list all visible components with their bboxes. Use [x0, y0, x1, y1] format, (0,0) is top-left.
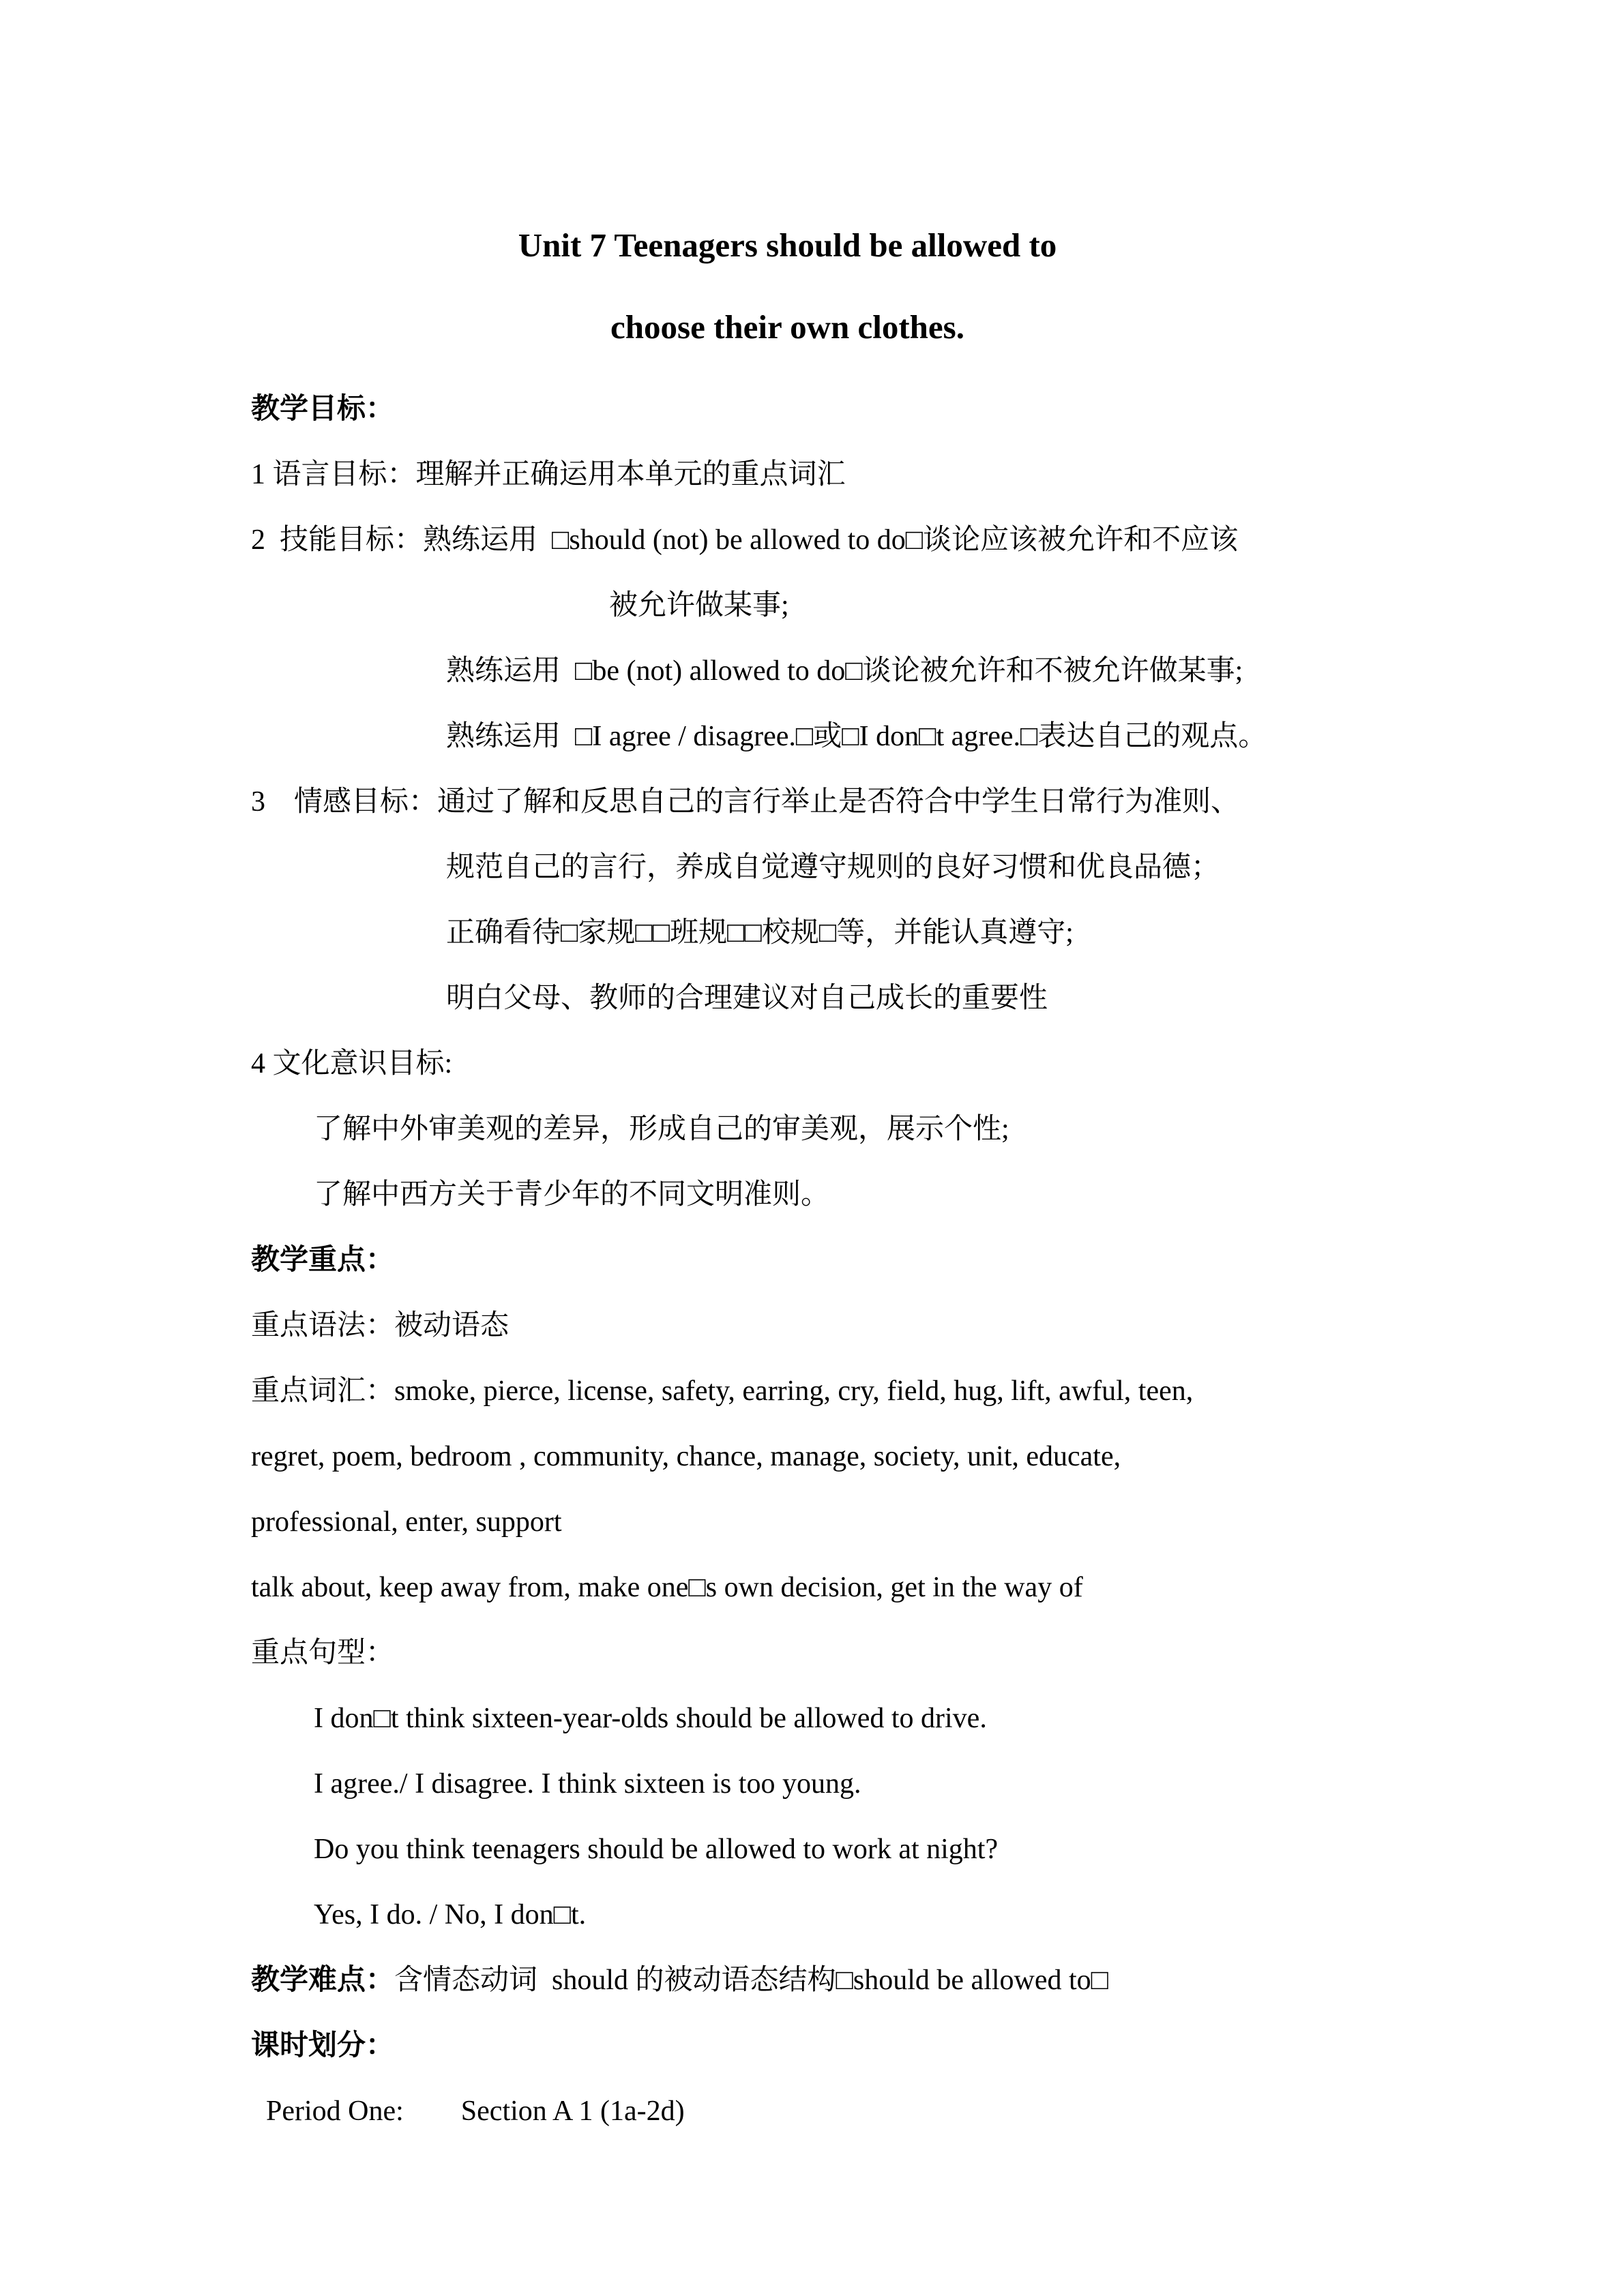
doc-line: [251, 2013, 1406, 2078]
doc-line: [251, 507, 1406, 573]
text-run: I agree./ I disagree. I think sixteen is too young.: [314, 1768, 861, 1800]
doc-line: [251, 1948, 1406, 2013]
doc-line: [251, 1751, 1406, 1817]
doc-line: [251, 769, 1406, 835]
doc-line: [251, 2078, 1406, 2144]
text-run: 被允许做某事;: [609, 590, 789, 621]
text-run: regret, poem, bedroom , community, chance, manage, society, unit, educate,: [251, 1441, 1121, 1472]
doc-line: [251, 966, 1406, 1031]
doc-line: [251, 1358, 1406, 1424]
doc-line: [251, 1882, 1406, 1948]
text-run: 1 语言目标：理解并正确运用本单元的重点词汇: [251, 459, 846, 490]
text-run: professional, enter, support: [251, 1506, 562, 1538]
doc-line: [251, 1555, 1406, 1620]
text-run: Yes, I do. / No, I don□t.: [314, 1899, 587, 1930]
title-line-2: choose their own clothes.: [610, 308, 964, 346]
doc-line: [251, 442, 1406, 507]
text-run: 含情态动词 should 的被动语态结构□should be allowed to□: [394, 1965, 1109, 1996]
doc-line: [251, 1686, 1406, 1751]
text-run: 重点语法：被动语态: [251, 1310, 510, 1341]
doc-line: [251, 573, 1406, 638]
text-run: I don□t think sixteen-year-olds should be allowed to drive.: [314, 1703, 987, 1734]
document-title: [251, 205, 1324, 368]
text-run: Do you think teenagers should be allowed to work at night?: [314, 1834, 999, 1865]
doc-line: [251, 1097, 1406, 1162]
doc-line: [251, 1227, 1406, 1293]
doc-line: [251, 1162, 1406, 1227]
text-run: 教学难点：: [251, 1965, 395, 1996]
text-run: 熟练运用 □be (not) allowed to do□谈论被允许和不被允许做某事;: [446, 655, 1243, 687]
text-run: talk about, keep away from, make one□s own decision, get in the way of: [251, 1572, 1083, 1603]
doc-line: [251, 1489, 1406, 1555]
text-run: 了解中外审美观的差异，形成自己的审美观，展示个性;: [314, 1114, 1009, 1145]
doc-line: [251, 638, 1406, 704]
document-body: [251, 376, 1406, 2144]
text-run: 正确看待□家规□□班规□□校规□等，并能认真遵守;: [446, 917, 1074, 949]
doc-line: [251, 1293, 1406, 1358]
text-run: 重点词汇：smoke, pierce, license, safety, earring, cry, field, hug, lift, awful, teen,: [251, 1375, 1194, 1407]
doc-line: [251, 1424, 1406, 1489]
text-run: 3 情感目标：通过了解和反思自己的言行举止是否符合中学生日常行为准则、: [251, 786, 1240, 818]
doc-line: [251, 900, 1406, 966]
text-run: 明白父母、教师的合理建议对自己成长的重要性: [446, 983, 1048, 1014]
text-run: 教学目标：: [251, 393, 395, 425]
text-run: 重点句型：: [251, 1637, 395, 1669]
doc-line: [251, 835, 1406, 900]
doc-line: [251, 1031, 1406, 1097]
doc-line: [251, 376, 1406, 442]
text-run: 教学重点：: [251, 1244, 395, 1276]
text-run: 课时划分：: [251, 2030, 395, 2061]
text-run: 熟练运用 □I agree / disagree.□或□I don□t agree.□表达自己的观点。: [446, 721, 1267, 752]
text-run: 规范自己的言行，养成自觉遵守规则的良好习惯和优良品德；: [446, 852, 1220, 883]
doc-line: [251, 1620, 1406, 1686]
title-line-1: Unit 7 Teenagers should be allowed to: [518, 226, 1057, 264]
text-run: Period One: Section A 1 (1a-2d): [266, 2096, 685, 2127]
doc-line: [251, 704, 1406, 769]
doc-line: [251, 1817, 1406, 1882]
text-run: 2 技能目标：熟练运用 □should (not) be allowed to do□谈论应该被允许和不应该: [251, 524, 1239, 556]
text-run: 4 文化意识目标:: [251, 1048, 453, 1079]
text-run: 了解中西方关于青少年的不同文明准则。: [314, 1179, 830, 1210]
